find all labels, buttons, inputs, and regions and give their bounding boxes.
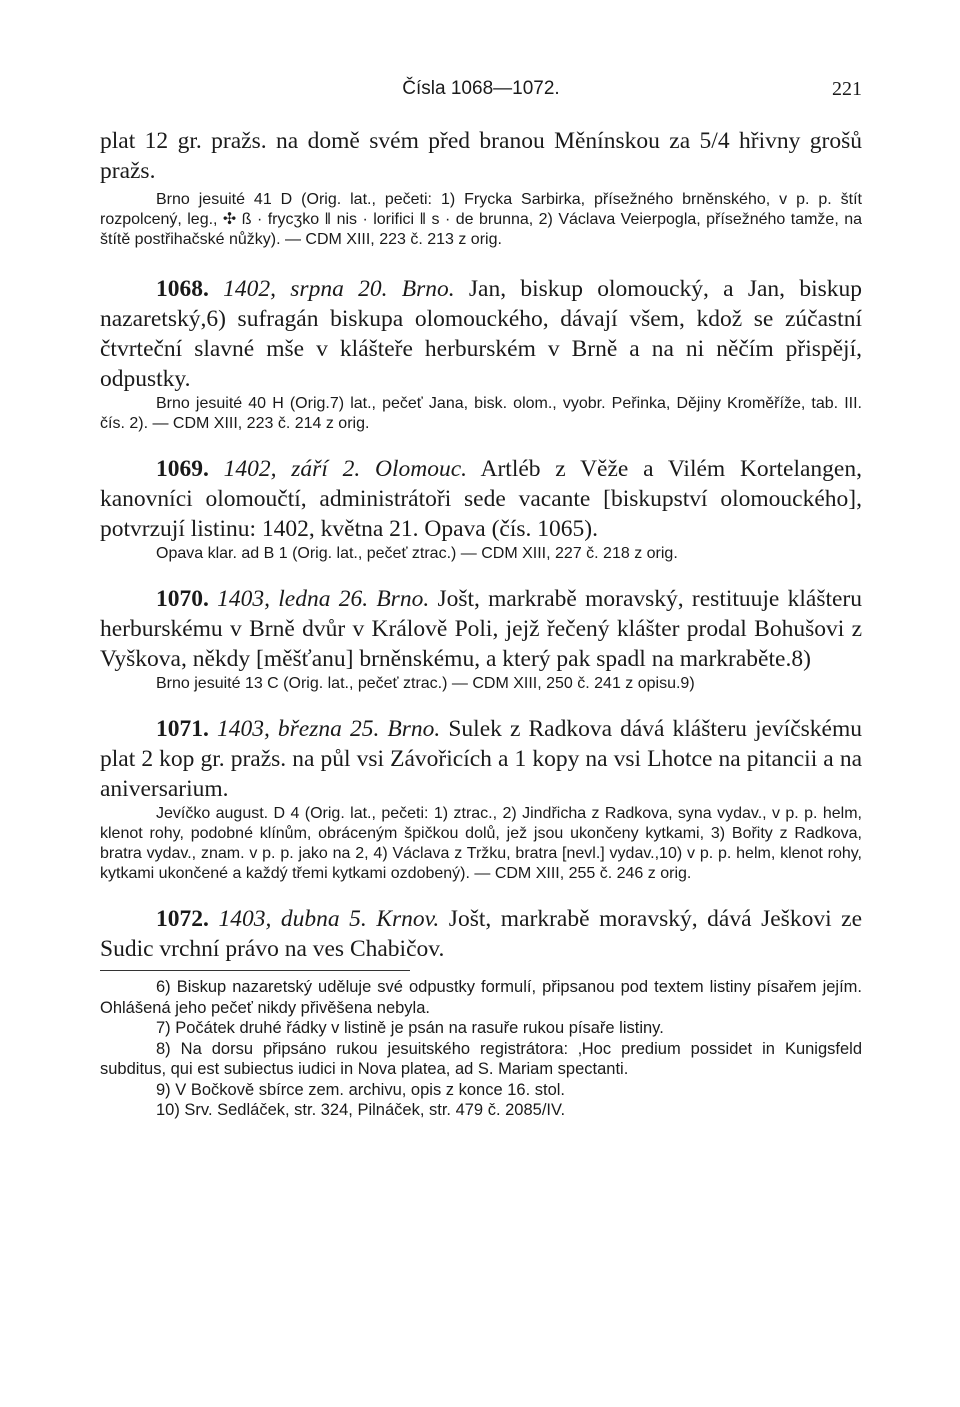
- entry-paragraph: [100, 584, 862, 674]
- footnote-6: 6) Biskup nazaretský uděluje své odpustky formulí, připsanou pod textem listiny písařem jejím. Ohlášená jeho pečeť nikdy přivěšena nebyla.: [100, 978, 862, 1017]
- footnote-divider: [100, 970, 410, 971]
- entry-number: 1070.: [156, 586, 209, 612]
- entry-number: 1072.: [156, 906, 209, 932]
- entry-1071: [100, 714, 862, 884]
- entry-number: 1069.: [156, 456, 209, 482]
- entry-date: 1403, března 25. Brno.: [216, 716, 441, 742]
- entry-paragraph: [100, 454, 862, 544]
- entry-number: 1068.: [156, 276, 209, 302]
- footnote-10: 10) Srv. Sedláček, str. 324, Pilnáček, str. 479 č. 2085/IV.: [156, 1101, 566, 1119]
- running-header: [100, 78, 862, 110]
- entry-text: Artléb z Věže a Vilém Kortelangen, kanovníci olomoučtí, administrátoři sede vacante [biskupství olomouckého], potvrzují listinu: 1402, května 21. Opava (čís. 1065).: [100, 456, 862, 542]
- entry-source: Brno jesuité 40 H (Orig.7) lat., pečeť Jana, bisk. olom., vyobr. Peřinka, Dějiny Kroměříže, tab. III. čís. 2). — CDM XIII, 223 č. 214 z orig.: [100, 395, 862, 432]
- footnotes: [100, 977, 862, 1121]
- entry-source: Brno jesuité 13 C (Orig. lat., pečeť ztrac.) — CDM XIII, 250 č. 241 z opisu.9): [156, 675, 695, 692]
- entry-text: Jošt, markrabě moravský, restituuje klášteru herburskému v Brně dvůr v Králově Poli, jejž řečený klášter prodal Bohušovi z Vyškova, někdy [měšťanu] brněnskému, a který pak spadl na markraběte.8): [100, 586, 862, 672]
- header-title: Čísla 1068—1072.: [402, 78, 560, 99]
- entry-1072: [100, 904, 862, 964]
- document-page: [100, 78, 862, 1121]
- entry-date: 1402, září 2. Olomouc.: [223, 456, 468, 482]
- entry-source: Opava klar. ad B 1 (Orig. lat., pečeť ztrac.) — CDM XIII, 227 č. 218 z orig.: [156, 545, 678, 562]
- entry-1070: [100, 584, 862, 694]
- footnote-8: 8) Na dorsu připsáno rukou jesuitského registrátora: ‚Hoc predium possidet in Kunigsfeld subditus, qui est subiectus iudici in Nova platea, ad S. Mariam spectanti.: [100, 1039, 862, 1078]
- entry-number: 1071.: [156, 716, 209, 742]
- entry-paragraph: [100, 904, 862, 964]
- entry-paragraph: [100, 274, 862, 394]
- entry-1069: [100, 454, 862, 564]
- page-number: 221: [832, 78, 862, 100]
- entry-date: 1402, srpna 20. Brno.: [223, 276, 455, 302]
- entry-paragraph: [100, 714, 862, 804]
- entry-date: 1403, dubna 5. Krnov.: [218, 906, 440, 932]
- continued-source-note: Brno jesuité 41 D (Orig. lat., pečeti: 1) Frycka Sarbirka, přísežného brněnského, v p. p. štít rozpolcený, leg., ✣ ß · frycʒko ‖ nis · lorifici ‖ s · de brunna, 2) Václava Veierpogla, přísežného tamže, na štítě postřihačské nůžky). — CDM XIII, 223 č. 213 z orig.: [100, 191, 862, 248]
- entry-1068: [100, 274, 862, 434]
- continued-text: plat 12 gr. pražs. na domě svém před branou Měnínskou za 5/4 hřivny grošů pražs.: [100, 128, 862, 184]
- footnote-9: 9) V Bočkově sbírce zem. archivu, opis z konce 16. stol.: [156, 1080, 566, 1099]
- entry-date: 1403, ledna 26. Brno.: [217, 586, 430, 612]
- footnote-7: 7) Počátek druhé řádky v listině je psán na rasuře rukou písaře listiny.: [156, 1019, 664, 1037]
- entry-text: Jan, biskup olomoucký, a Jan, biskup nazaretský,6) sufragán biskupa olomouckého, dávají všem, kdož se zúčastní čtvrteční slavné mše v klášteře herburském v Brně a na ni něčím přispějí, odpustky.: [100, 276, 862, 392]
- entry-text: Sulek z Radkova dává klášteru jevíčskému plat 2 kop gr. pražs. na půl vsi Závořicích a 1 kopy na vsi Lhotce na pitancii a na aniversarium.: [100, 716, 862, 802]
- entry-text: Jošt, markrabě moravský, dává Ješkovi ze Sudic vrchní právo na ves Chabičov.: [100, 906, 863, 962]
- entry-source: Jevíčko august. D 4 (Orig. lat., pečeti: 1) ztrac., 2) Jindřicha z Radkova, syna vydav., v p. p. helm, klenot rohy, podobné klínům, obráceným špičkou dolů, jež jsou ukončeny kytkami, 3) Bořity z Radkova, bratra vydav., znam. v p. p. jako na 2, 4) Václava z Tržku, bratra [nevl.] vydav.,10) v p. p. helm, klenot rohy, kytkami ukončené a každý třemi kytkami ozdobený). — CDM XIII, 255 č. 246 z orig.: [100, 805, 862, 882]
